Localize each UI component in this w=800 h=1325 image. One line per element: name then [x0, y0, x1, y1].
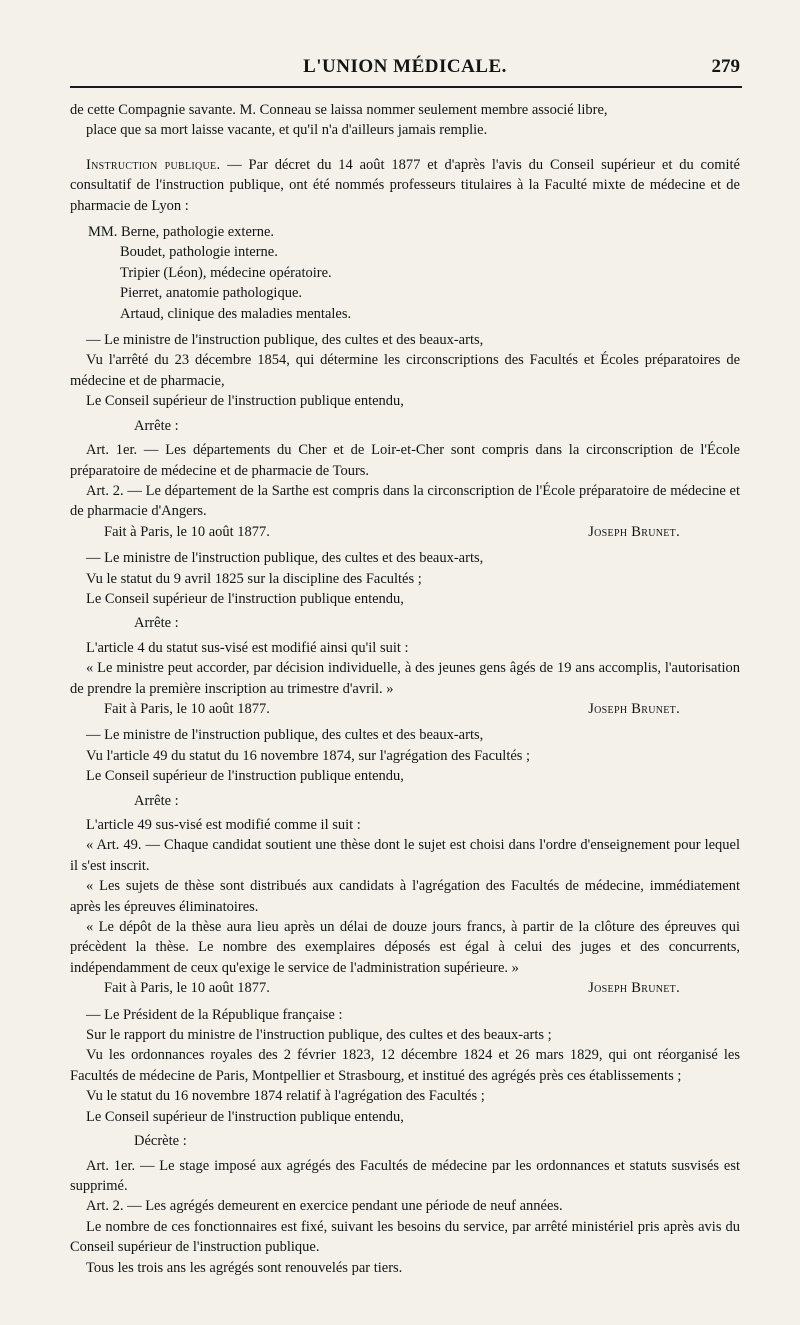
decret-nombre: Le nombre de ces fonctionnaires est fixé, suivant les besoins du service, par arrêté ministériel pris après avis du Conseil supérieur de l'instruction publique.: [70, 1218, 740, 1256]
arrete1-heading: Arrête :: [134, 417, 179, 434]
mm-prefix: MM.: [88, 224, 118, 241]
decret-conseil: Le Conseil supérieur de l'instruction publique entendu,: [86, 1108, 404, 1125]
header-rule: [70, 86, 742, 88]
article-body: [70, 100, 740, 1278]
arrete2-quote: « Le ministre peut accorder, par décision individuelle, à des jeunes gens âgés de 19 ans accomplis, l'autorisation de prendre la première inscription au trimestre d'avril. »: [70, 660, 740, 697]
arrete2-heading: Arrête :: [134, 615, 179, 632]
arrete2-vu: Vu le statut du 9 avril 1825 sur la discipline des Facultés ;: [86, 570, 422, 587]
fait-date: Fait à Paris, le 10 août 1877.: [104, 523, 270, 540]
decret-ordonnances: Vu les ordonnances royales des 2 février 1823, 12 décembre 1824 et 26 mars 1829, qui ont réorganisé les Facultés de médecine de Paris, Montpellier et Strasbourg, et institué des agrégés près ces établissements ;: [70, 1047, 740, 1084]
decret-rapport: Sur le rapport du ministre de l'instruction publique, des cultes et des beaux-arts ;: [86, 1027, 552, 1044]
arrete2-fait-line: [70, 699, 740, 719]
instruction-text: — Par décret du 14 août 1877 et d'après l'avis du Conseil supérieur et du comité consultatif de l'instruction publique, ont été nommés professeurs titulaires à la Faculté mixte de médecine et de pharmacie de Lyon :: [70, 156, 740, 214]
arrete1-minister: — Le ministre de l'instruction publique, des cultes et des beaux-arts,: [86, 332, 484, 349]
arrete3-fait-line: [70, 978, 740, 998]
arrete1-vu: Vu l'arrêté du 23 décembre 1854, qui détermine les circonscriptions des Facultés et Écoles préparatoires de médecine et de pharmacie,: [70, 352, 740, 389]
arrete1-article-2: Art. 2. — Le département de la Sarthe est compris dans la circonscription de l'École préparatoire de médecine et de pharmacie d'Angers.: [70, 482, 740, 520]
arrete3-article: L'article 49 sus-visé est modifié comme il suit :: [86, 817, 361, 833]
arrete3-minister: — Le ministre de l'instruction publique, des cultes et des beaux-arts,: [86, 727, 484, 744]
decret-renouveles: Tous les trois ans les agrégés sont renouvelés par tiers.: [86, 1259, 403, 1276]
arrete2-article: L'article 4 du statut sus-visé est modifié ainsi qu'il suit :: [86, 639, 409, 656]
arrete3-quote-2: « Les sujets de thèse sont distribués aux candidats à l'agrégation des Facultés de médecine, immédiatement après les épreuves éliminatoires.: [70, 878, 740, 915]
professor-item: Boudet, pathologie interne.: [120, 244, 278, 261]
arrete1-conseil: Le Conseil supérieur de l'instruction publique entendu,: [86, 393, 404, 410]
decret-heading: Décrète :: [134, 1133, 187, 1150]
arrete3-heading: Arrête :: [134, 792, 179, 809]
professor-item: Artaud, clinique des maladies mentales.: [120, 305, 352, 322]
professor-item: Tripier (Léon), médecine opératoire.: [120, 264, 332, 281]
intro-line-2: place que sa mort laisse vacante, et qu'il n'a d'ailleurs jamais remplie.: [86, 122, 488, 139]
signature: Joseph Brunet.: [588, 700, 680, 717]
arrete2-minister: — Le ministre de l'instruction publique, des cultes et des beaux-arts,: [86, 550, 484, 567]
journal-title: L'UNION MÉDICALE.: [303, 56, 507, 77]
signature: Joseph Brunet.: [588, 523, 680, 540]
fait-date: Fait à Paris, le 10 août 1877.: [104, 700, 270, 717]
instruction-lead: Instruction publique.: [86, 156, 221, 173]
decret-president: — Le Président de la République française :: [86, 1006, 343, 1023]
fait-date: Fait à Paris, le 10 août 1877.: [104, 980, 270, 997]
signature: Joseph Brunet.: [588, 980, 680, 997]
arrete3-vu: Vu l'article 49 du statut du 16 novembre 1874, sur l'agrégation des Facultés ;: [86, 747, 531, 764]
arrete1-article-1: Art. 1er. — Les départements du Cher et de Loir-et-Cher sont compris dans la circonscription de l'École préparatoire de médecine et de pharmacie de Tours.: [70, 442, 740, 479]
page-number: 279: [711, 56, 740, 77]
intro-line-1: de cette Compagnie savante. M. Conneau se laissa nommer seulement membre associé libre,: [70, 102, 608, 118]
decret-article-1: Art. 1er. — Le stage imposé aux agrégés des Facultés de médecine par les ordonnances et statuts susvisés est supprimé.: [70, 1157, 740, 1194]
arrete3-quote-1: « Art. 49. — Chaque candidat soutient une thèse dont le sujet est choisi dans l'ordre d'enseignement pour lequel il s'est inscrit.: [70, 837, 740, 874]
arrete1-fait-line: [70, 522, 740, 542]
arrete2-conseil: Le Conseil supérieur de l'instruction publique entendu,: [86, 590, 404, 607]
professor-item: [70, 222, 740, 242]
arrete3-quote-3: « Le dépôt de la thèse aura lieu après un délai de douze jours francs, à partir de la clôture des épreuves qui précèdent la thèse. Le nombre des exemplaires déposés est égal à celui des juges et des concurrents, indépendamment de ceux qu'exige le service de l'administration supérieure. »: [70, 919, 740, 976]
instruction-paragraph: [70, 155, 740, 216]
arrete3-conseil: Le Conseil supérieur de l'instruction publique entendu,: [86, 768, 404, 785]
professor-item: Pierret, anatomie pathologique.: [120, 285, 303, 302]
page-header: [70, 56, 740, 86]
professor-name: Berne, pathologie externe.: [121, 224, 275, 241]
decret-article-2: Art. 2. — Les agrégés demeurent en exercice pendant une période de neuf années.: [86, 1198, 563, 1215]
decret-statut: Vu le statut du 16 novembre 1874 relatif à l'agrégation des Facultés ;: [86, 1088, 485, 1105]
